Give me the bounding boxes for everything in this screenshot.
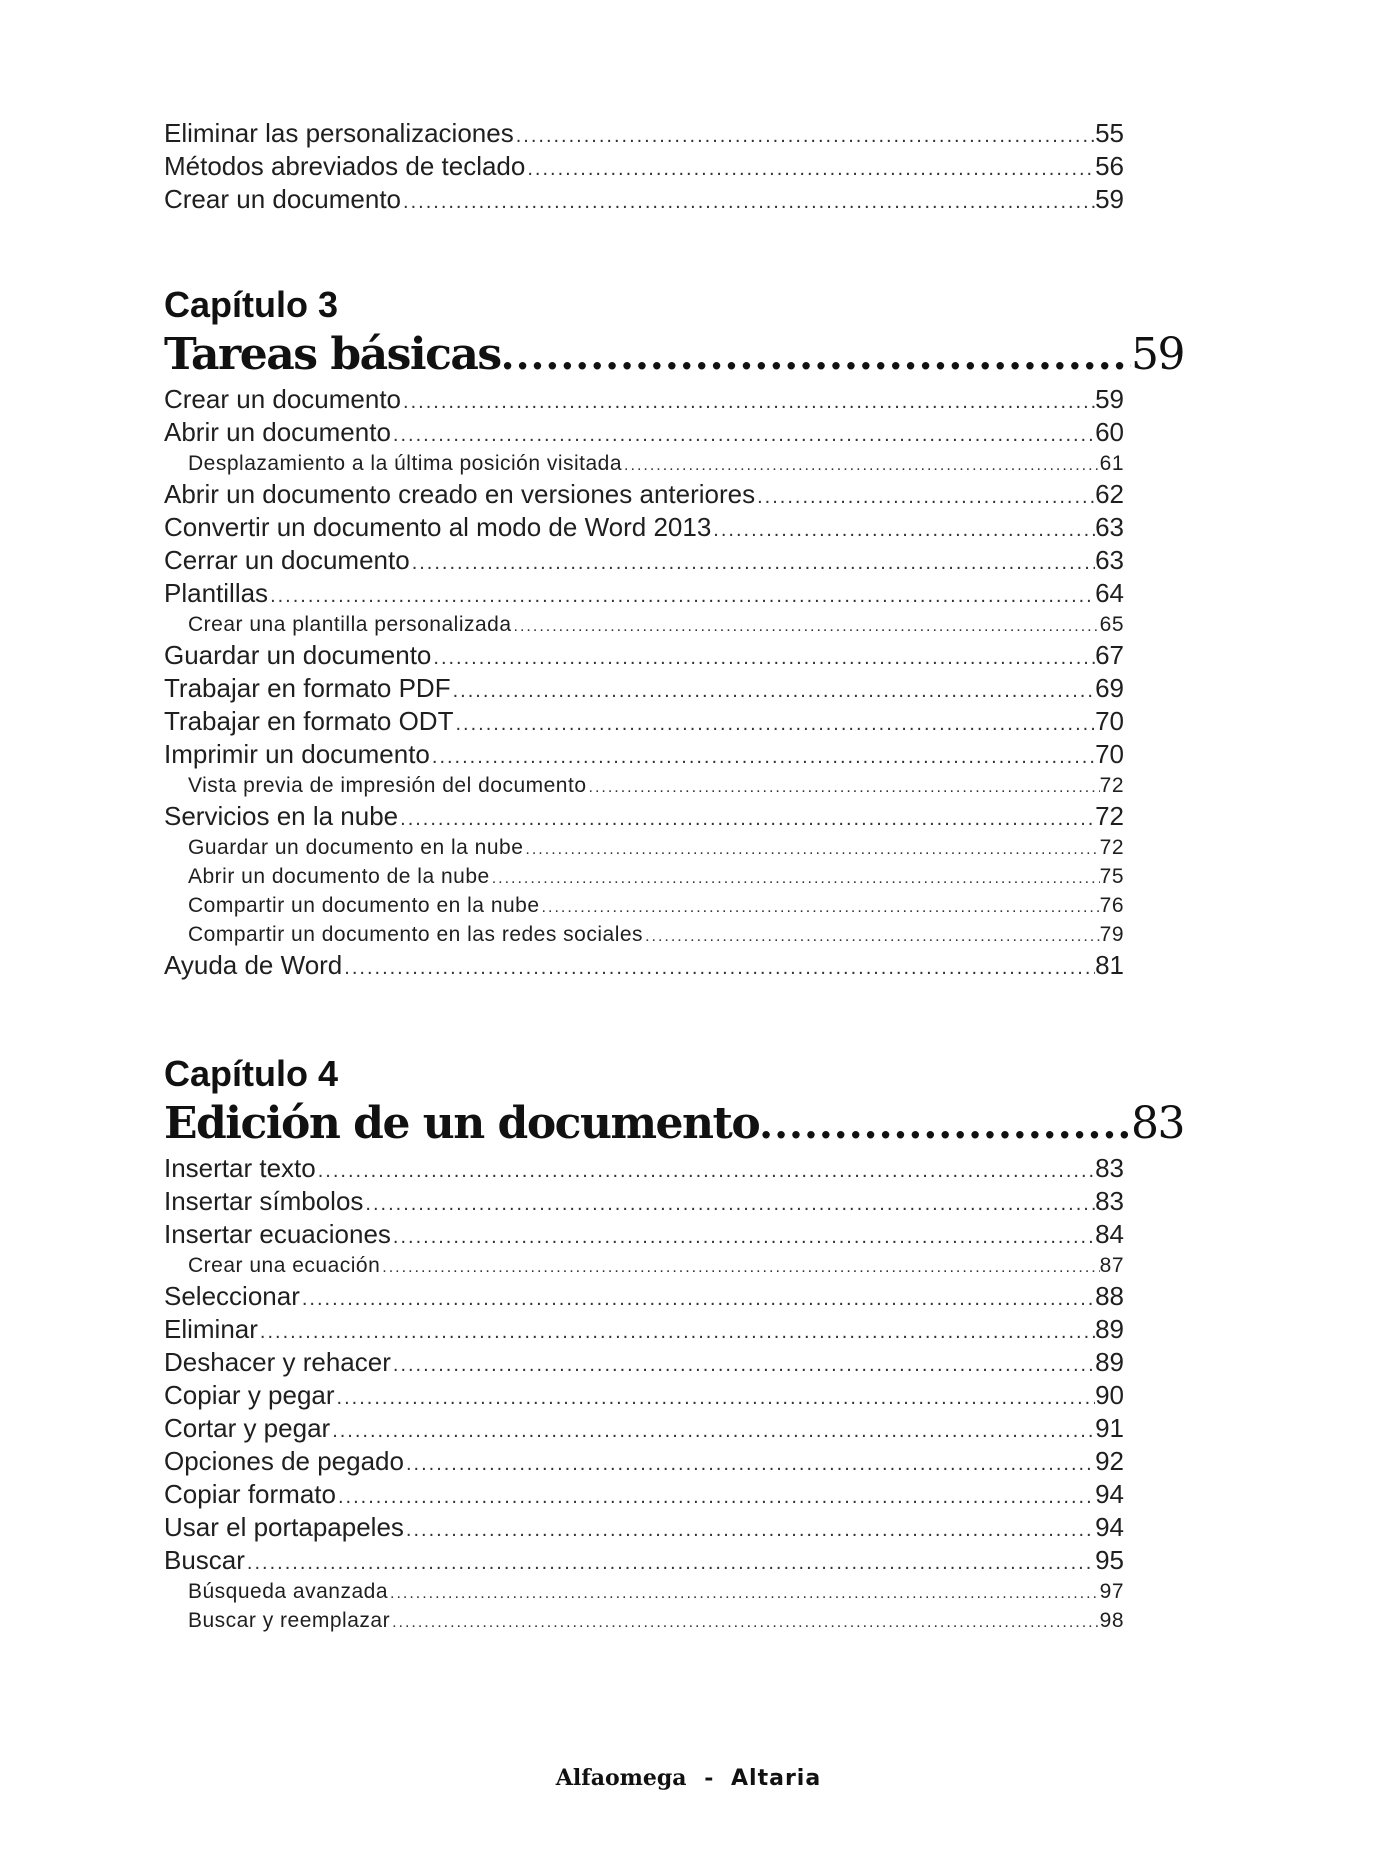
toc-entry[interactable] (164, 117, 1184, 150)
toc-entry-title: Imprimir un documento (164, 739, 430, 769)
chapter4-section (164, 1052, 1184, 1635)
toc-entry-title: Desplazamiento a la última posición visitada (188, 452, 623, 475)
toc-entry[interactable] (164, 833, 1184, 862)
toc-entry-title: Búsqueda avanzada (188, 1580, 388, 1603)
dot-leader (330, 1415, 1095, 1445)
toc-entry-page: 79 (1099, 923, 1124, 946)
toc-entry-title: Guardar un documento en la nube (188, 836, 524, 859)
toc-entry[interactable] (164, 639, 1184, 672)
toc-entry-page: 89 (1095, 1314, 1124, 1344)
chapter-title-text: Edición de un documento (164, 1098, 760, 1149)
dot-leader (404, 1514, 1095, 1544)
toc-entry[interactable] (164, 544, 1184, 577)
chapter-title (164, 327, 1184, 383)
toc-entry-title: Deshacer y rehacer (164, 1347, 391, 1377)
toc-entry-title: Crear un documento (164, 184, 402, 214)
toc-entry-title: Crear una ecuación (188, 1254, 381, 1277)
toc-entry-title: Insertar símbolos (164, 1186, 364, 1216)
toc-entry-title: Compartir un documento en la nube (188, 894, 540, 917)
toc-entry[interactable] (164, 1412, 1184, 1445)
toc-entry-page: 59 (1095, 184, 1124, 214)
toc-entry[interactable] (164, 150, 1184, 183)
toc-entry-title: Guardar un documento (164, 640, 432, 670)
dot-leader (363, 1188, 1095, 1218)
toc-entry[interactable] (164, 1544, 1184, 1577)
toc-entry[interactable] (164, 1606, 1184, 1635)
toc-entry[interactable] (164, 1478, 1184, 1511)
toc-entry[interactable] (164, 478, 1184, 511)
toc-entry-page: 87 (1099, 1254, 1124, 1277)
chapter-label: Capítulo 4 (164, 1053, 339, 1094)
toc-entry-title: Vista previa de impresión del documento (188, 774, 587, 797)
dot-leader (622, 451, 1100, 478)
toc-entry[interactable] (164, 1152, 1184, 1185)
toc-entry-page: 94 (1095, 1479, 1124, 1509)
publisher-name: Alfaomega (555, 1765, 687, 1791)
toc-entry-page: 62 (1095, 479, 1124, 509)
dot-leader (335, 1382, 1096, 1412)
dot-leader (401, 186, 1095, 216)
toc-entry-page: 83 (1095, 1153, 1124, 1183)
toc-entry-page: 56 (1095, 151, 1124, 181)
dot-leader (391, 1349, 1095, 1379)
toc-entry[interactable] (164, 800, 1184, 833)
toc-entry-page: 95 (1095, 1545, 1124, 1575)
dot-leader (453, 708, 1095, 738)
toc-entry[interactable] (164, 771, 1184, 800)
toc-entry[interactable] (164, 1577, 1184, 1606)
toc-entry-page: 98 (1099, 1609, 1124, 1632)
toc-entry[interactable] (164, 1511, 1184, 1544)
toc-entry-page: 70 (1095, 739, 1124, 769)
chapter-page-number: 59 (1131, 329, 1184, 380)
dot-leader (643, 922, 1100, 949)
toc-entry-list (164, 1152, 1184, 1635)
toc-entry-page: 92 (1095, 1446, 1124, 1476)
toc-entry[interactable] (164, 183, 1184, 216)
toc-entry-title: Eliminar (164, 1314, 258, 1344)
toc-entry[interactable] (164, 1251, 1184, 1280)
toc-entry-page: 60 (1095, 417, 1124, 447)
toc-entry-page: 67 (1095, 640, 1124, 670)
toc-entry[interactable] (164, 1218, 1184, 1251)
dot-leader (755, 481, 1095, 511)
toc-entry[interactable] (164, 1445, 1184, 1478)
toc-entry[interactable] (164, 1379, 1184, 1412)
toc-entry-title: Copiar y pegar (164, 1380, 335, 1410)
toc-entry-page: 94 (1095, 1512, 1124, 1542)
dot-leader (431, 642, 1095, 672)
dot-leader (523, 835, 1099, 862)
toc-entry-list (164, 117, 1184, 216)
toc-entry[interactable] (164, 577, 1184, 610)
toc-entry[interactable] (164, 1346, 1184, 1379)
toc-entry-title: Copiar formato (164, 1479, 336, 1509)
toc-entry[interactable] (164, 949, 1184, 982)
toc-entry[interactable] (164, 383, 1184, 416)
chapter-label: Capítulo 3 (164, 284, 339, 325)
toc-entry-page: 76 (1099, 894, 1124, 917)
dot-leader (711, 514, 1095, 544)
toc-entry[interactable] (164, 1313, 1184, 1346)
toc-entry-page: 55 (1095, 118, 1124, 148)
toc-entry-title: Cerrar un documento (164, 545, 410, 575)
toc-entry[interactable] (164, 738, 1184, 771)
toc-entry-page: 70 (1095, 706, 1124, 736)
dot-leader (501, 328, 1131, 383)
toc-entry-title: Insertar texto (164, 1153, 316, 1183)
toc-entry-title: Buscar (164, 1545, 245, 1575)
toc-entry[interactable] (164, 920, 1184, 949)
toc-entry-page: 65 (1099, 613, 1124, 636)
toc-entry-title: Trabajar en formato ODT (164, 706, 454, 736)
toc-entry[interactable] (164, 862, 1184, 891)
toc-entry-title: Seleccionar (164, 1281, 300, 1311)
toc-entry-title: Plantillas (164, 578, 269, 608)
dot-leader (404, 1448, 1095, 1478)
chapter-title-text: Tareas básicas (164, 329, 501, 380)
dot-leader (759, 1097, 1131, 1152)
toc-entry-page: 88 (1095, 1281, 1124, 1311)
dot-leader (380, 1253, 1099, 1280)
toc-entry-title: Opciones de pegado (164, 1446, 404, 1476)
toc-entry[interactable] (164, 672, 1184, 705)
toc-entry-title: Métodos abreviados de teclado (164, 151, 526, 181)
toc-entry-title: Abrir un documento creado en versiones anteriores (164, 479, 756, 509)
toc-entry-page: 72 (1099, 836, 1124, 859)
page-footer (0, 1765, 1377, 1791)
toc-entry[interactable] (164, 1185, 1184, 1218)
toc-entry-title: Buscar y reemplazar (188, 1609, 391, 1632)
toc-entry[interactable] (164, 705, 1184, 738)
toc-top-section (164, 117, 1184, 216)
chapter3-section (164, 283, 1184, 982)
toc-entry-list (164, 383, 1184, 982)
dot-leader (540, 893, 1100, 920)
toc-entry-title: Servicios en la nube (164, 801, 399, 831)
toc-entry-title: Eliminar las personalizaciones (164, 118, 514, 148)
toc-entry-title: Crear una plantilla personalizada (188, 613, 512, 636)
toc-entry-title: Convertir un documento al modo de Word 2013 (164, 512, 712, 542)
toc-entry-page: 63 (1095, 512, 1124, 542)
toc-entry-page: 91 (1095, 1413, 1124, 1443)
toc-entry-title: Trabajar en formato PDF (164, 673, 451, 703)
footer-separator: - (704, 1765, 714, 1791)
dot-leader (390, 1608, 1100, 1635)
toc-entry-page: 75 (1099, 865, 1124, 888)
dot-leader (512, 612, 1100, 639)
dot-leader (258, 1316, 1095, 1346)
toc-entry[interactable] (164, 511, 1184, 544)
dot-leader (316, 1155, 1095, 1185)
dot-leader (342, 952, 1095, 982)
toc-entry-page: 69 (1095, 673, 1124, 703)
toc-entry[interactable] (164, 610, 1184, 639)
dot-leader (391, 1221, 1095, 1251)
toc-entry-title: Ayuda de Word (164, 950, 343, 980)
dot-leader (430, 741, 1095, 771)
toc-entry[interactable] (164, 1280, 1184, 1313)
toc-entry-page: 90 (1095, 1380, 1124, 1410)
dot-leader (398, 803, 1095, 833)
toc-entry-title: Abrir un documento de la nube (188, 865, 490, 888)
toc-entry-page: 97 (1099, 1580, 1124, 1603)
chapter-page-number: 83 (1131, 1098, 1184, 1149)
toc-entry-page: 84 (1095, 1219, 1124, 1249)
toc-entry-title: Abrir un documento (164, 417, 391, 447)
dot-leader (490, 864, 1100, 891)
dot-leader (336, 1481, 1095, 1511)
toc-entry-page: 72 (1099, 774, 1124, 797)
toc-entry[interactable] (164, 416, 1184, 449)
dot-leader (300, 1283, 1095, 1313)
toc-entry-title: Compartir un documento en las redes sociales (188, 923, 644, 946)
dot-leader (587, 773, 1100, 800)
toc-entry-title: Crear un documento (164, 384, 402, 414)
toc-entry-page: 72 (1095, 801, 1124, 831)
dot-leader (268, 580, 1095, 610)
toc-entry[interactable] (164, 891, 1184, 920)
toc-entry-title: Cortar y pegar (164, 1413, 331, 1443)
dot-leader (525, 153, 1095, 183)
toc-entry-page: 81 (1095, 950, 1124, 980)
toc-entry-page: 89 (1095, 1347, 1124, 1377)
chapter-title (164, 1096, 1184, 1152)
toc-entry-page: 61 (1099, 452, 1124, 475)
dot-leader (245, 1547, 1095, 1577)
dot-leader (388, 1579, 1100, 1606)
dot-leader (391, 419, 1095, 449)
toc-entry-title: Usar el portapapeles (164, 1512, 404, 1542)
toc-entry-page: 83 (1095, 1186, 1124, 1216)
toc-entry-title: Insertar ecuaciones (164, 1219, 391, 1249)
toc-entry-page: 59 (1095, 384, 1124, 414)
dot-leader (410, 547, 1095, 577)
dot-leader (451, 675, 1095, 705)
dot-leader (514, 120, 1095, 150)
toc-entry[interactable] (164, 449, 1184, 478)
toc-entry-page: 64 (1095, 578, 1124, 608)
publisher-imprint: Altaria (731, 1766, 822, 1791)
toc-entry-page: 63 (1095, 545, 1124, 575)
dot-leader (401, 386, 1095, 416)
